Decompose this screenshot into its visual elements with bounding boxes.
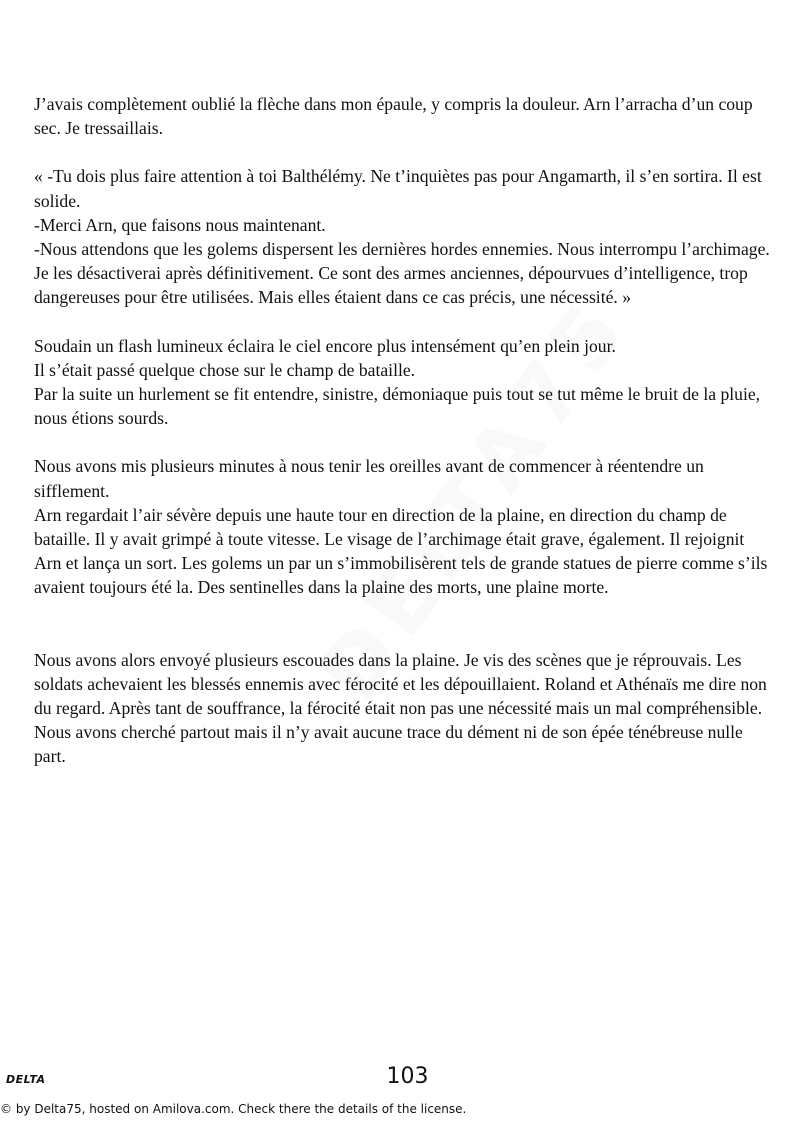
paragraph: Nous avons cherché partout mais il n’y avait aucune trace du dément ni de son épée ténébreuse nulle part. [34, 722, 743, 767]
page-number: 103 [386, 1064, 429, 1089]
paragraph: Nous avons alors envoyé plusieurs escouades dans la plaine. Je vis des scènes que je réprouvais. Les soldats achevaient les blessés ennemis avec férocité et les dépouillaient. Roland et Athénaïs me dire non du regard. Après tant de souffrance, la férocité était non pas une nécessité mais un mal compréhensible. [34, 649, 767, 719]
paragraph: Il s’était passé quelque chose sur le champ de bataille. [34, 359, 416, 380]
paragraph: -Nous attendons que les golems dispersent les dernières hordes ennemies. Nous interrompu l’archimage. Je les désactiverai après définitivement. Ce sont des armes anciennes, dépourvues d’intelligence, trop dangereuses pour être utilisées. Mais elles étaient dans ce cas précis, une nécessité. » [34, 239, 770, 308]
paragraph: -Merci Arn, que faisons nous maintenant. [34, 214, 326, 235]
paragraph-gap [34, 430, 774, 454]
paragraph: Soudain un flash lumineux éclaira le ciel encore plus intensément qu’en plein jour. [34, 335, 616, 356]
paragraph-gap [34, 600, 774, 648]
paragraph: Arn regardait l’air sévère depuis une haute tour en direction de la plaine, en direction du champ de bataille. Il y avait grimpé à toute vitesse. Le visage de l’archimage était grave, également. Il rejoignit Arn et lança un sort. Les golems un par un s’immobilisèrent tels de grande statues de pierre comme s’ils avaient toujours été la. Des sentinelles dans la plaine des morts, une plaine morte. [34, 504, 768, 598]
paragraph: Par la suite un hurlement se fit entendre, sinistre, démoniaque puis tout se tut même le bruit de la pluie, nous étions sourds. [34, 384, 761, 429]
paragraph-gap [34, 310, 774, 334]
paragraph: « -Tu dois plus faire attention à toi Balthélémy. Ne t’inquiètes pas pour Angamarth, il s’en sortira. Il est solide. [34, 166, 762, 211]
paragraph: Nous avons mis plusieurs minutes à nous tenir les oreilles avant de commencer à réentendre un sifflement. [34, 456, 704, 501]
paragraph: J’avais complètement oublié la flèche dans mon épaule, y compris la douleur. Arn l’arracha d’un coup sec. Je tressaillais. [34, 94, 753, 139]
license-notice: © by Delta75, hosted on Amilova.com. Check there the details of the license. [0, 1102, 467, 1116]
body-text [34, 92, 774, 769]
author-signature: DELTA [6, 1073, 46, 1086]
paragraph-gap [34, 140, 774, 164]
